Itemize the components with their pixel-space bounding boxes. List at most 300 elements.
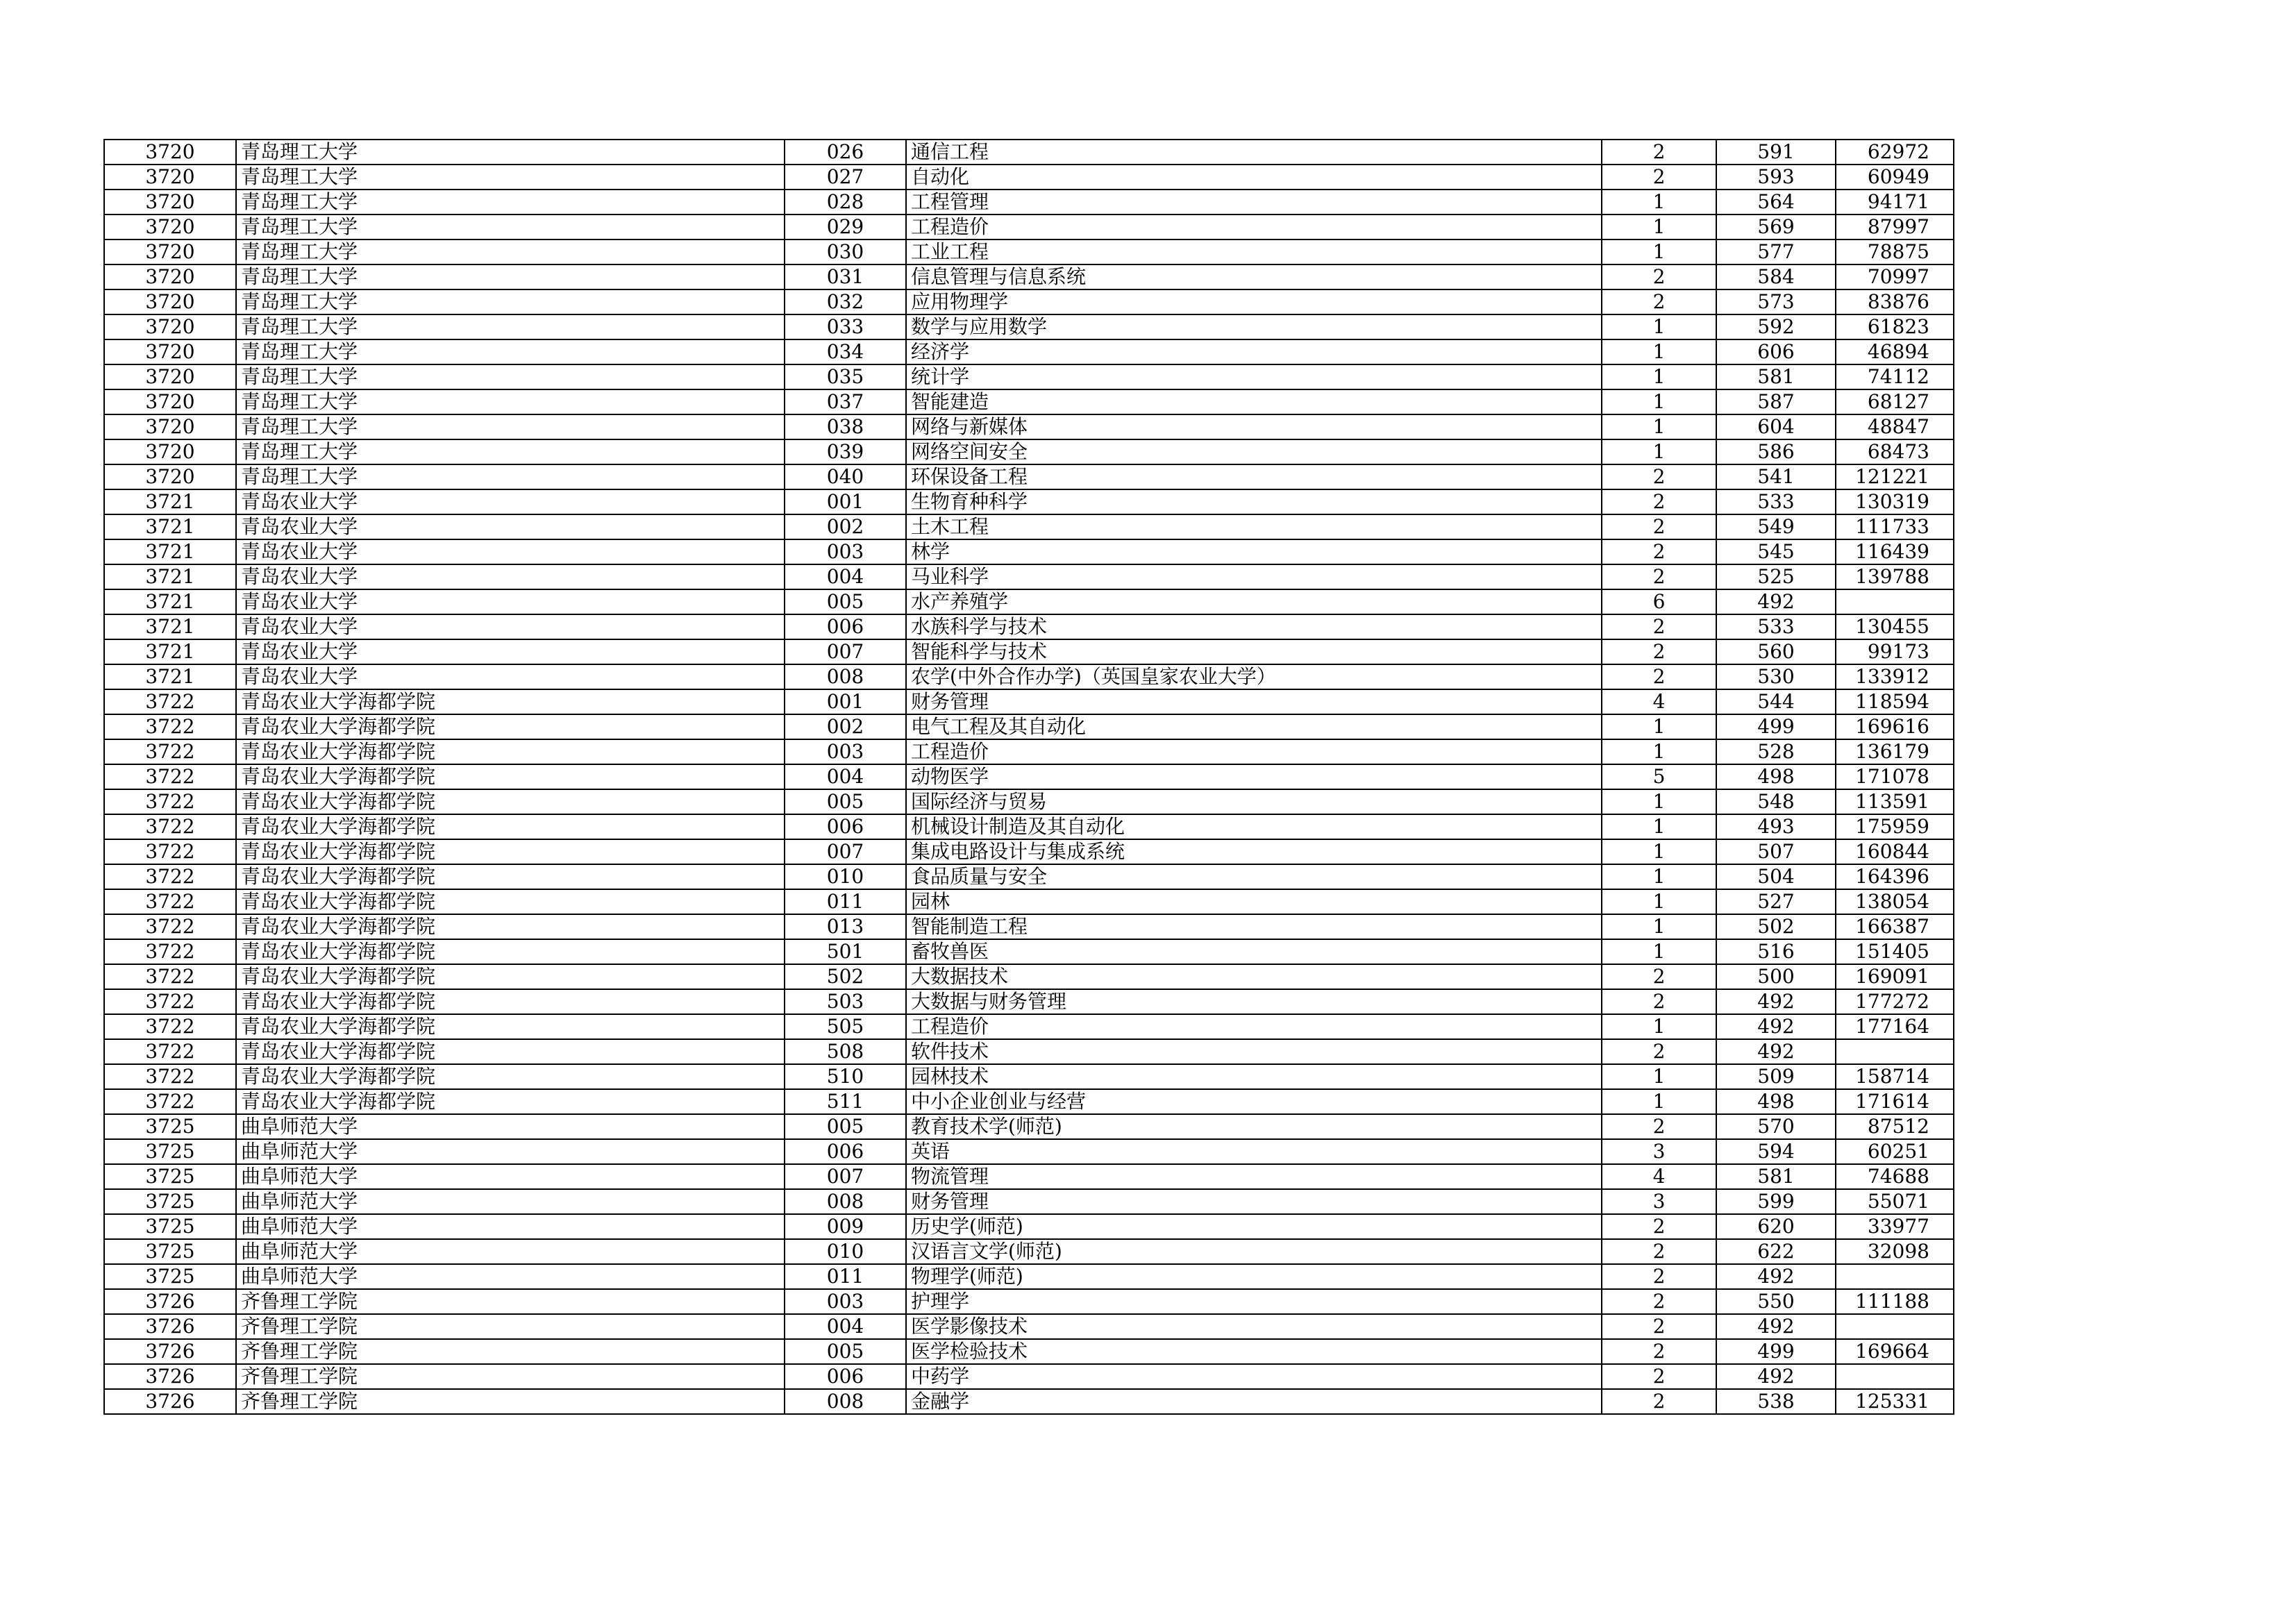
min-rank-cell: 55071 xyxy=(1836,1189,1954,1214)
min-rank-cell: 130319 xyxy=(1836,489,1954,514)
school-code-cell: 3720 xyxy=(104,190,236,215)
major-code-cell: 005 xyxy=(785,789,906,814)
min-score-cell: 493 xyxy=(1716,814,1836,839)
table-row xyxy=(104,264,1954,289)
min-rank-cell: 60251 xyxy=(1836,1139,1954,1164)
major-name-cell: 中小企业创业与经营 xyxy=(906,1089,1602,1114)
school-name-cell: 青岛农业大学 xyxy=(236,589,785,614)
school-code-cell: 3725 xyxy=(104,1114,236,1139)
plan-count-cell: 2 xyxy=(1602,1039,1716,1064)
plan-count-cell: 1 xyxy=(1602,914,1716,939)
major-code-cell: 006 xyxy=(785,1139,906,1164)
major-code-cell: 008 xyxy=(785,1389,906,1414)
school-code-cell: 3720 xyxy=(104,264,236,289)
major-name-cell: 财务管理 xyxy=(906,689,1602,714)
min-score-cell: 569 xyxy=(1716,215,1836,239)
min-rank-cell: 32098 xyxy=(1836,1239,1954,1264)
min-rank-cell: 83876 xyxy=(1836,289,1954,314)
table-row xyxy=(104,589,1954,614)
school-name-cell: 青岛理工大学 xyxy=(236,140,785,165)
major-name-cell: 英语 xyxy=(906,1139,1602,1164)
school-code-cell: 3722 xyxy=(104,1014,236,1039)
table-row xyxy=(104,1139,1954,1164)
major-name-cell: 工业工程 xyxy=(906,239,1602,264)
school-name-cell: 齐鲁理工学院 xyxy=(236,1314,785,1339)
school-code-cell: 3722 xyxy=(104,1039,236,1064)
major-code-cell: 005 xyxy=(785,1339,906,1364)
school-name-cell: 青岛农业大学海都学院 xyxy=(236,689,785,714)
major-code-cell: 013 xyxy=(785,914,906,939)
plan-count-cell: 1 xyxy=(1602,239,1716,264)
plan-count-cell: 2 xyxy=(1602,514,1716,539)
major-code-cell: 510 xyxy=(785,1064,906,1089)
table-row xyxy=(104,1314,1954,1339)
min-rank-cell: 70997 xyxy=(1836,264,1954,289)
table-row xyxy=(104,1214,1954,1239)
min-rank-cell: 74112 xyxy=(1836,364,1954,389)
school-name-cell: 齐鲁理工学院 xyxy=(236,1339,785,1364)
table-row xyxy=(104,989,1954,1014)
min-score-cell: 499 xyxy=(1716,714,1836,739)
school-code-cell: 3722 xyxy=(104,889,236,914)
major-name-cell: 医学检验技术 xyxy=(906,1339,1602,1364)
plan-count-cell: 2 xyxy=(1602,165,1716,190)
table-row xyxy=(104,289,1954,314)
school-name-cell: 青岛农业大学海都学院 xyxy=(236,864,785,889)
school-code-cell: 3721 xyxy=(104,589,236,614)
major-code-cell: 038 xyxy=(785,414,906,439)
major-code-cell: 006 xyxy=(785,614,906,639)
min-rank-cell: 169091 xyxy=(1836,964,1954,989)
plan-count-cell: 1 xyxy=(1602,1064,1716,1089)
major-code-cell: 508 xyxy=(785,1039,906,1064)
table-row xyxy=(104,1264,1954,1289)
school-name-cell: 青岛农业大学海都学院 xyxy=(236,889,785,914)
min-rank-cell: 116439 xyxy=(1836,539,1954,564)
school-name-cell: 青岛理工大学 xyxy=(236,364,785,389)
table-row xyxy=(104,639,1954,664)
table-row xyxy=(104,239,1954,264)
table-row xyxy=(104,1339,1954,1364)
school-code-cell: 3722 xyxy=(104,814,236,839)
school-name-cell: 曲阜师范大学 xyxy=(236,1214,785,1239)
min-rank-cell: 61823 xyxy=(1836,314,1954,339)
min-rank-cell: 139788 xyxy=(1836,564,1954,589)
school-name-cell: 齐鲁理工学院 xyxy=(236,1289,785,1314)
school-name-cell: 青岛农业大学 xyxy=(236,514,785,539)
major-code-cell: 011 xyxy=(785,1264,906,1289)
school-code-cell: 3720 xyxy=(104,165,236,190)
min-rank-cell xyxy=(1836,1314,1954,1339)
major-code-cell: 003 xyxy=(785,539,906,564)
school-name-cell: 曲阜师范大学 xyxy=(236,1264,785,1289)
min-score-cell: 564 xyxy=(1716,190,1836,215)
min-rank-cell: 68127 xyxy=(1836,389,1954,414)
min-score-cell: 620 xyxy=(1716,1214,1836,1239)
school-name-cell: 青岛农业大学 xyxy=(236,614,785,639)
table-row xyxy=(104,364,1954,389)
min-score-cell: 593 xyxy=(1716,165,1836,190)
major-code-cell: 029 xyxy=(785,215,906,239)
plan-count-cell: 1 xyxy=(1602,739,1716,764)
school-name-cell: 青岛理工大学 xyxy=(236,314,785,339)
major-code-cell: 002 xyxy=(785,514,906,539)
school-name-cell: 青岛农业大学 xyxy=(236,639,785,664)
min-rank-cell: 78875 xyxy=(1836,239,1954,264)
major-code-cell: 031 xyxy=(785,264,906,289)
table-row xyxy=(104,539,1954,564)
school-code-cell: 3725 xyxy=(104,1264,236,1289)
school-code-cell: 3722 xyxy=(104,764,236,789)
plan-count-cell: 1 xyxy=(1602,789,1716,814)
min-score-cell: 550 xyxy=(1716,1289,1836,1314)
school-name-cell: 青岛理工大学 xyxy=(236,414,785,439)
major-name-cell: 工程造价 xyxy=(906,739,1602,764)
min-score-cell: 587 xyxy=(1716,389,1836,414)
min-rank-cell: 94171 xyxy=(1836,190,1954,215)
school-code-cell: 3721 xyxy=(104,564,236,589)
school-code-cell: 3722 xyxy=(104,689,236,714)
min-rank-cell: 118594 xyxy=(1836,689,1954,714)
min-score-cell: 586 xyxy=(1716,439,1836,464)
min-rank-cell: 175959 xyxy=(1836,814,1954,839)
major-code-cell: 503 xyxy=(785,989,906,1014)
school-name-cell: 青岛农业大学海都学院 xyxy=(236,814,785,839)
min-score-cell: 549 xyxy=(1716,514,1836,539)
major-name-cell: 集成电路设计与集成系统 xyxy=(906,839,1602,864)
plan-count-cell: 1 xyxy=(1602,814,1716,839)
major-code-cell: 008 xyxy=(785,1189,906,1214)
major-code-cell: 005 xyxy=(785,1114,906,1139)
plan-count-cell: 4 xyxy=(1602,689,1716,714)
major-name-cell: 机械设计制造及其自动化 xyxy=(906,814,1602,839)
school-name-cell: 青岛理工大学 xyxy=(236,464,785,489)
min-rank-cell: 164396 xyxy=(1836,864,1954,889)
major-code-cell: 005 xyxy=(785,589,906,614)
table-row xyxy=(104,165,1954,190)
min-rank-cell: 160844 xyxy=(1836,839,1954,864)
min-score-cell: 504 xyxy=(1716,864,1836,889)
table-row xyxy=(104,839,1954,864)
major-name-cell: 农学(中外合作办学)（英国皇家农业大学） xyxy=(906,664,1602,689)
major-name-cell: 生物育种科学 xyxy=(906,489,1602,514)
plan-count-cell: 2 xyxy=(1602,1389,1716,1414)
major-code-cell: 004 xyxy=(785,564,906,589)
school-code-cell: 3721 xyxy=(104,514,236,539)
major-name-cell: 工程管理 xyxy=(906,190,1602,215)
min-score-cell: 581 xyxy=(1716,364,1836,389)
min-rank-cell: 46894 xyxy=(1836,339,1954,364)
school-code-cell: 3721 xyxy=(104,664,236,689)
school-name-cell: 青岛理工大学 xyxy=(236,339,785,364)
plan-count-cell: 2 xyxy=(1602,564,1716,589)
min-score-cell: 507 xyxy=(1716,839,1836,864)
major-code-cell: 032 xyxy=(785,289,906,314)
school-name-cell: 青岛农业大学海都学院 xyxy=(236,714,785,739)
table-row xyxy=(104,439,1954,464)
min-score-cell: 533 xyxy=(1716,489,1836,514)
plan-count-cell: 2 xyxy=(1602,1214,1716,1239)
plan-count-cell: 2 xyxy=(1602,1314,1716,1339)
min-score-cell: 525 xyxy=(1716,564,1836,589)
min-score-cell: 604 xyxy=(1716,414,1836,439)
table-row xyxy=(104,614,1954,639)
major-name-cell: 园林技术 xyxy=(906,1064,1602,1089)
major-name-cell: 国际经济与贸易 xyxy=(906,789,1602,814)
min-score-cell: 545 xyxy=(1716,539,1836,564)
min-score-cell: 492 xyxy=(1716,1039,1836,1064)
school-code-cell: 3722 xyxy=(104,914,236,939)
plan-count-cell: 2 xyxy=(1602,964,1716,989)
school-code-cell: 3726 xyxy=(104,1314,236,1339)
major-code-cell: 039 xyxy=(785,439,906,464)
min-rank-cell: 177272 xyxy=(1836,989,1954,1014)
school-code-cell: 3725 xyxy=(104,1139,236,1164)
major-name-cell: 历史学(师范) xyxy=(906,1214,1602,1239)
major-name-cell: 畜牧兽医 xyxy=(906,939,1602,964)
min-rank-cell: 169616 xyxy=(1836,714,1954,739)
table-row xyxy=(104,489,1954,514)
school-code-cell: 3726 xyxy=(104,1389,236,1414)
school-name-cell: 齐鲁理工学院 xyxy=(236,1364,785,1389)
table-row xyxy=(104,1239,1954,1264)
school-code-cell: 3721 xyxy=(104,614,236,639)
plan-count-cell: 2 xyxy=(1602,539,1716,564)
school-code-cell: 3722 xyxy=(104,939,236,964)
school-code-cell: 3725 xyxy=(104,1164,236,1189)
table-row xyxy=(104,339,1954,364)
major-name-cell: 工程造价 xyxy=(906,215,1602,239)
min-score-cell: 498 xyxy=(1716,1089,1836,1114)
major-code-cell: 006 xyxy=(785,1364,906,1389)
school-name-cell: 曲阜师范大学 xyxy=(236,1164,785,1189)
school-code-cell: 3720 xyxy=(104,439,236,464)
min-score-cell: 538 xyxy=(1716,1389,1836,1414)
plan-count-cell: 1 xyxy=(1602,889,1716,914)
min-rank-cell: 99173 xyxy=(1836,639,1954,664)
min-score-cell: 599 xyxy=(1716,1189,1836,1214)
table-row xyxy=(104,215,1954,239)
school-code-cell: 3725 xyxy=(104,1214,236,1239)
school-code-cell: 3720 xyxy=(104,364,236,389)
min-rank-cell: 171078 xyxy=(1836,764,1954,789)
major-code-cell: 007 xyxy=(785,1164,906,1189)
min-score-cell: 570 xyxy=(1716,1114,1836,1139)
major-code-cell: 010 xyxy=(785,864,906,889)
school-code-cell: 3726 xyxy=(104,1339,236,1364)
school-name-cell: 青岛理工大学 xyxy=(236,439,785,464)
major-name-cell: 园林 xyxy=(906,889,1602,914)
major-code-cell: 040 xyxy=(785,464,906,489)
major-name-cell: 自动化 xyxy=(906,165,1602,190)
min-rank-cell: 133912 xyxy=(1836,664,1954,689)
school-name-cell: 青岛理工大学 xyxy=(236,215,785,239)
plan-count-cell: 1 xyxy=(1602,414,1716,439)
table-row xyxy=(104,140,1954,165)
major-code-cell: 511 xyxy=(785,1089,906,1114)
major-code-cell: 502 xyxy=(785,964,906,989)
min-rank-cell: 87997 xyxy=(1836,215,1954,239)
school-code-cell: 3720 xyxy=(104,464,236,489)
min-rank-cell: 130455 xyxy=(1836,614,1954,639)
plan-count-cell: 1 xyxy=(1602,364,1716,389)
school-name-cell: 青岛农业大学海都学院 xyxy=(236,1064,785,1089)
table-row xyxy=(104,1164,1954,1189)
major-name-cell: 马业科学 xyxy=(906,564,1602,589)
min-score-cell: 560 xyxy=(1716,639,1836,664)
min-score-cell: 584 xyxy=(1716,264,1836,289)
min-rank-cell xyxy=(1836,1364,1954,1389)
school-code-cell: 3721 xyxy=(104,639,236,664)
plan-count-cell: 1 xyxy=(1602,339,1716,364)
plan-count-cell: 2 xyxy=(1602,1339,1716,1364)
min-rank-cell: 171614 xyxy=(1836,1089,1954,1114)
table-body xyxy=(104,140,1954,1414)
school-name-cell: 青岛农业大学海都学院 xyxy=(236,1089,785,1114)
school-name-cell: 青岛农业大学海都学院 xyxy=(236,964,785,989)
school-code-cell: 3725 xyxy=(104,1189,236,1214)
school-name-cell: 青岛理工大学 xyxy=(236,264,785,289)
min-rank-cell: 113591 xyxy=(1836,789,1954,814)
major-code-cell: 001 xyxy=(785,489,906,514)
min-rank-cell: 136179 xyxy=(1836,739,1954,764)
major-name-cell: 经济学 xyxy=(906,339,1602,364)
major-name-cell: 智能制造工程 xyxy=(906,914,1602,939)
major-name-cell: 网络空间安全 xyxy=(906,439,1602,464)
major-name-cell: 信息管理与信息系统 xyxy=(906,264,1602,289)
major-name-cell: 水产养殖学 xyxy=(906,589,1602,614)
major-name-cell: 智能科学与技术 xyxy=(906,639,1602,664)
plan-count-cell: 1 xyxy=(1602,439,1716,464)
school-name-cell: 青岛农业大学海都学院 xyxy=(236,1014,785,1039)
min-score-cell: 533 xyxy=(1716,614,1836,639)
min-score-cell: 591 xyxy=(1716,140,1836,165)
table-row xyxy=(104,564,1954,589)
table-row xyxy=(104,939,1954,964)
plan-count-cell: 2 xyxy=(1602,140,1716,165)
school-code-cell: 3726 xyxy=(104,1289,236,1314)
school-code-cell: 3722 xyxy=(104,839,236,864)
table-row xyxy=(104,814,1954,839)
major-code-cell: 008 xyxy=(785,664,906,689)
min-rank-cell: 68473 xyxy=(1836,439,1954,464)
plan-count-cell: 2 xyxy=(1602,664,1716,689)
min-score-cell: 500 xyxy=(1716,964,1836,989)
plan-count-cell: 2 xyxy=(1602,1264,1716,1289)
min-score-cell: 573 xyxy=(1716,289,1836,314)
min-score-cell: 509 xyxy=(1716,1064,1836,1089)
school-name-cell: 曲阜师范大学 xyxy=(236,1239,785,1264)
plan-count-cell: 2 xyxy=(1602,289,1716,314)
plan-count-cell: 1 xyxy=(1602,714,1716,739)
plan-count-cell: 1 xyxy=(1602,1014,1716,1039)
major-name-cell: 金融学 xyxy=(906,1389,1602,1414)
school-name-cell: 青岛农业大学海都学院 xyxy=(236,839,785,864)
major-code-cell: 009 xyxy=(785,1214,906,1239)
major-code-cell: 007 xyxy=(785,639,906,664)
school-code-cell: 3720 xyxy=(104,389,236,414)
school-name-cell: 青岛农业大学海都学院 xyxy=(236,914,785,939)
min-rank-cell: 111188 xyxy=(1836,1289,1954,1314)
table-row xyxy=(104,464,1954,489)
major-code-cell: 004 xyxy=(785,764,906,789)
min-score-cell: 492 xyxy=(1716,989,1836,1014)
school-name-cell: 青岛理工大学 xyxy=(236,289,785,314)
school-name-cell: 青岛理工大学 xyxy=(236,239,785,264)
plan-count-cell: 1 xyxy=(1602,864,1716,889)
min-rank-cell: 60949 xyxy=(1836,165,1954,190)
table-row xyxy=(104,964,1954,989)
table-row xyxy=(104,1189,1954,1214)
plan-count-cell: 1 xyxy=(1602,1089,1716,1114)
school-code-cell: 3722 xyxy=(104,789,236,814)
min-score-cell: 516 xyxy=(1716,939,1836,964)
min-rank-cell: 158714 xyxy=(1836,1064,1954,1089)
min-rank-cell xyxy=(1836,1039,1954,1064)
school-name-cell: 齐鲁理工学院 xyxy=(236,1389,785,1414)
min-score-cell: 592 xyxy=(1716,314,1836,339)
school-name-cell: 青岛农业大学 xyxy=(236,489,785,514)
min-rank-cell xyxy=(1836,1264,1954,1289)
table-row xyxy=(104,1014,1954,1039)
school-code-cell: 3720 xyxy=(104,239,236,264)
major-code-cell: 034 xyxy=(785,339,906,364)
min-score-cell: 492 xyxy=(1716,1014,1836,1039)
major-name-cell: 护理学 xyxy=(906,1289,1602,1314)
major-code-cell: 027 xyxy=(785,165,906,190)
min-score-cell: 606 xyxy=(1716,339,1836,364)
min-rank-cell: 138054 xyxy=(1836,889,1954,914)
major-name-cell: 物理学(师范) xyxy=(906,1264,1602,1289)
major-name-cell: 财务管理 xyxy=(906,1189,1602,1214)
major-code-cell: 033 xyxy=(785,314,906,339)
plan-count-cell: 2 xyxy=(1602,614,1716,639)
table-row xyxy=(104,714,1954,739)
major-name-cell: 大数据与财务管理 xyxy=(906,989,1602,1014)
major-code-cell: 011 xyxy=(785,889,906,914)
table-row xyxy=(104,1064,1954,1089)
major-name-cell: 食品质量与安全 xyxy=(906,864,1602,889)
school-name-cell: 青岛农业大学海都学院 xyxy=(236,739,785,764)
table-row xyxy=(104,514,1954,539)
min-score-cell: 492 xyxy=(1716,1264,1836,1289)
school-name-cell: 青岛农业大学 xyxy=(236,564,785,589)
min-rank-cell: 121221 xyxy=(1836,464,1954,489)
school-code-cell: 3720 xyxy=(104,314,236,339)
min-rank-cell: 151405 xyxy=(1836,939,1954,964)
major-code-cell: 003 xyxy=(785,1289,906,1314)
min-rank-cell xyxy=(1836,589,1954,614)
plan-count-cell: 1 xyxy=(1602,215,1716,239)
table-row xyxy=(104,414,1954,439)
table-row xyxy=(104,789,1954,814)
min-score-cell: 581 xyxy=(1716,1164,1836,1189)
school-code-cell: 3722 xyxy=(104,964,236,989)
major-code-cell: 026 xyxy=(785,140,906,165)
major-name-cell: 软件技术 xyxy=(906,1039,1602,1064)
major-code-cell: 003 xyxy=(785,739,906,764)
school-code-cell: 3721 xyxy=(104,489,236,514)
school-code-cell: 3720 xyxy=(104,140,236,165)
table-row xyxy=(104,889,1954,914)
plan-count-cell: 2 xyxy=(1602,1114,1716,1139)
admission-table xyxy=(103,139,1954,1415)
table-row xyxy=(104,764,1954,789)
min-score-cell: 499 xyxy=(1716,1339,1836,1364)
school-name-cell: 曲阜师范大学 xyxy=(236,1139,785,1164)
min-score-cell: 492 xyxy=(1716,589,1836,614)
plan-count-cell: 2 xyxy=(1602,264,1716,289)
